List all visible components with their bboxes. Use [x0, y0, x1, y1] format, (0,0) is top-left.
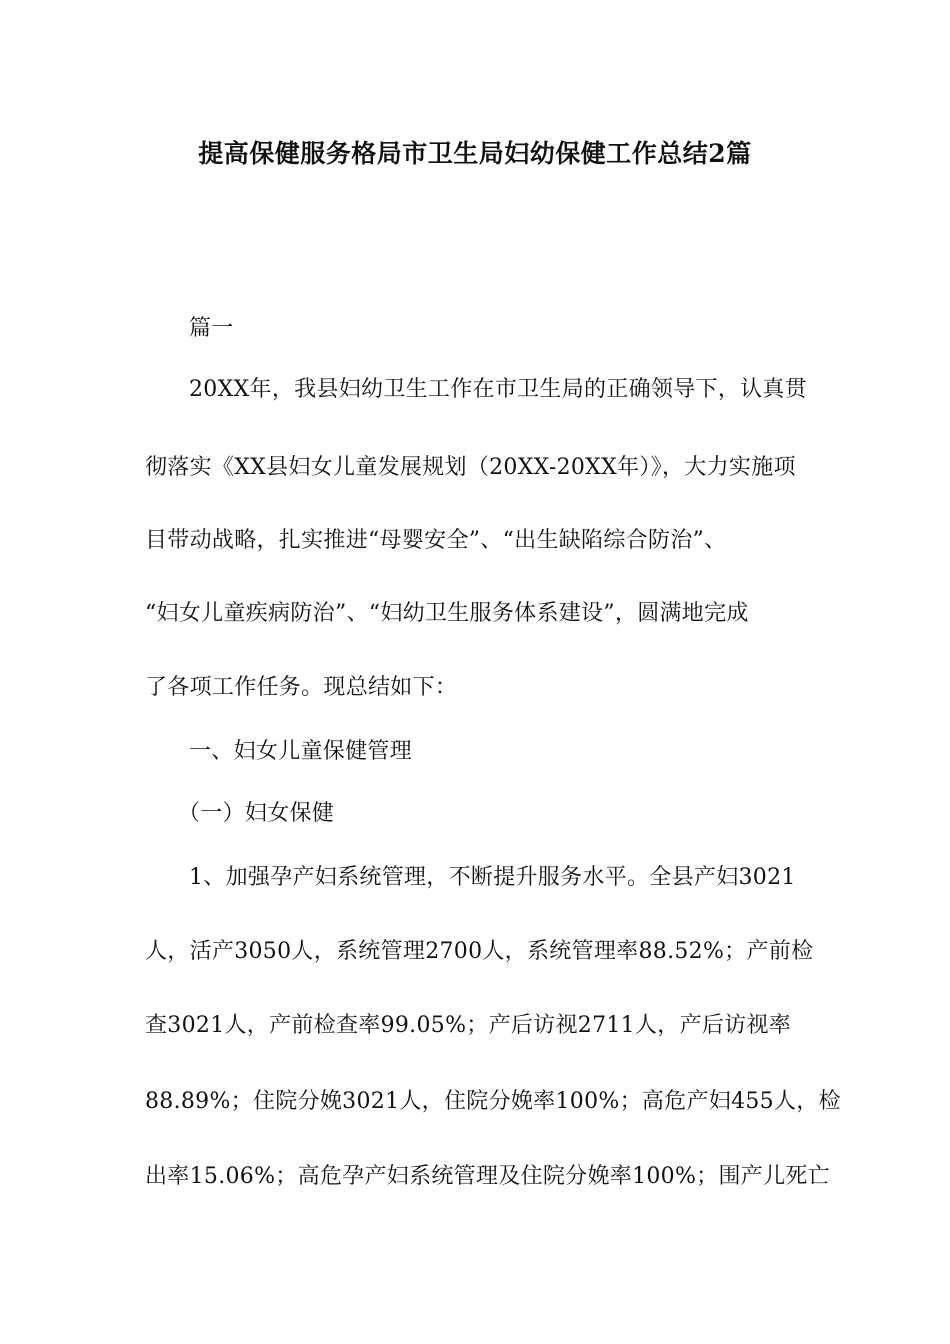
paragraph-line: 1、加强孕产妇系统管理，不断提升服务水平。全县产妇3021 — [189, 865, 796, 890]
document-title: 提高保健服务格局市卫生局妇幼保健工作总结2篇 — [198, 139, 752, 168]
paragraph-line: “妇女儿童疾病防治”、“妇幼卫生服务体系建设”，圆满地完成 — [145, 601, 749, 626]
paragraph-line: 20XX年，我县妇幼卫生工作在市卫生局的正确领导下，认真贯 — [189, 377, 808, 402]
subsection-heading-women-health: （一）妇女保健 — [178, 801, 335, 826]
section-heading-part-one: 篇一 — [189, 316, 234, 341]
paragraph-line: 查3021人，产前检查率99.05%；产后访视2711人，产后访视率 — [145, 1013, 792, 1038]
section-heading-women-children: 一、妇女儿童保健管理 — [189, 739, 413, 764]
paragraph-line: 人，活产3050人，系统管理2700人，系统管理率88.52%；产前检 — [145, 939, 814, 964]
paragraph-line: 了各项工作任务。现总结如下： — [145, 675, 458, 700]
paragraph-line: 88.89%；住院分娩3021人，住院分娩率100%；高危产妇455人，检 — [145, 1089, 841, 1114]
paragraph-line: 彻落实《XX县妇女儿童发展规划（20XX-20XX年）》，大力实施项 — [145, 455, 796, 480]
paragraph-line: 目带动战略，扎实推进“母婴安全”、“出生缺陷综合防治”、 — [145, 528, 727, 553]
paragraph-line: 出率15.06%；高危孕产妇系统管理及住院分娩率100%；围产儿死亡 — [145, 1164, 830, 1189]
